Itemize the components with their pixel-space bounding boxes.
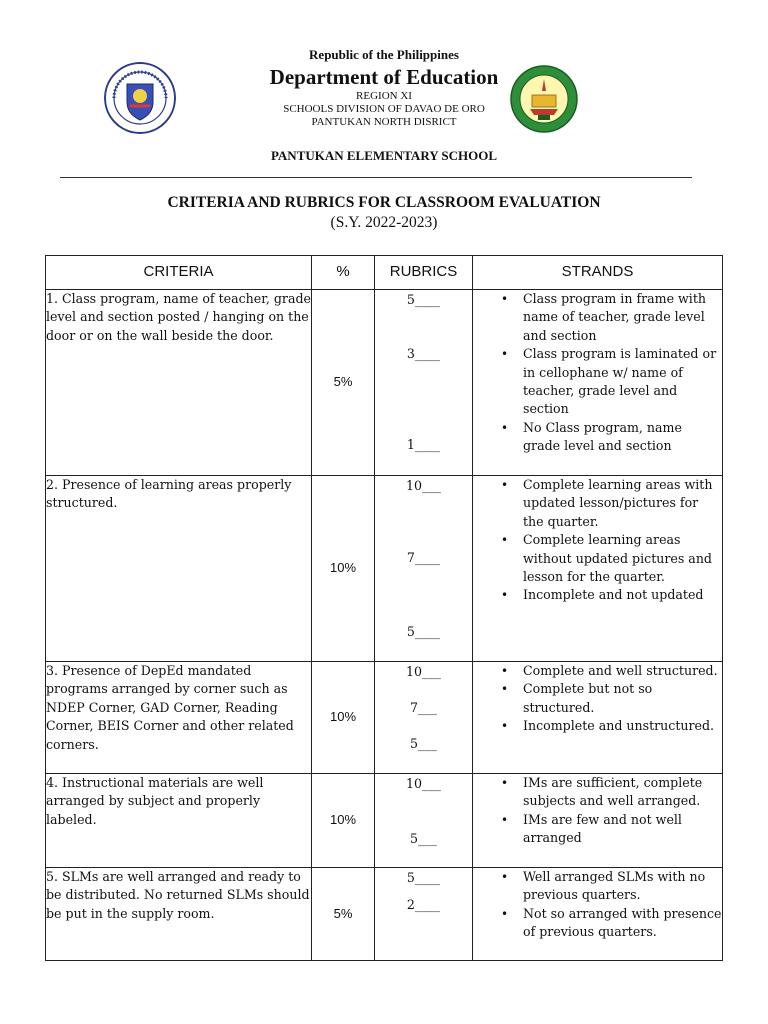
school-name: PANTUKAN ELEMENTARY SCHOOL	[270, 148, 498, 163]
rubric-score: 10___	[406, 478, 441, 493]
criteria-cell: 1. Class program, name of teacher, grade level and section posted / hanging on the door or on the wall beside the door.	[46, 290, 312, 476]
rubrics-cell	[375, 662, 473, 774]
strand-item: • Complete and well structured.	[523, 662, 722, 680]
strand-item: • IMs are few and not well arranged	[523, 811, 722, 848]
rubric-score: 3____	[406, 346, 441, 361]
rubric-score: 5____	[406, 870, 441, 885]
strand-item: • Not so arranged with presence of previous quarters.	[523, 905, 722, 942]
criteria-cell: 2. Presence of learning areas properly structured.	[46, 476, 312, 662]
strand-item: • Class program in frame with name of teacher, grade level and section	[523, 290, 722, 345]
strands-cell	[473, 662, 723, 774]
rubric-score: 2____	[406, 897, 441, 912]
rubric-score: 5____	[406, 624, 441, 639]
strands-cell	[473, 868, 723, 961]
region-label: REGION XI	[356, 90, 412, 102]
district-label: PANTUKAN NORTH DISRICT	[311, 116, 457, 128]
header-percent: %	[312, 256, 375, 290]
table-row	[46, 290, 723, 476]
header-strands: STRANDS	[473, 256, 723, 290]
criteria-cell: 3. Presence of DepEd mandated programs arranged by corner such as NDEP Corner, GAD Corner, Reading Corner, BEIS Corner and other related corners.	[46, 662, 312, 774]
school-year: (S.Y. 2022-2023)	[330, 214, 438, 231]
table-header-row	[46, 256, 723, 290]
percent-cell: 10%	[312, 774, 375, 868]
rubric-score: 10___	[406, 664, 441, 679]
rubric-score: 7___	[410, 700, 437, 715]
rubric-score: 1____	[406, 437, 441, 452]
table-row	[46, 662, 723, 774]
rubrics-cell	[375, 290, 473, 476]
strands-cell	[473, 476, 723, 662]
strand-item: • Incomplete and unstructured.	[523, 717, 722, 735]
rubric-score: 5___	[410, 831, 437, 846]
percent-cell: 5%	[312, 868, 375, 961]
percent-cell: 10%	[312, 662, 375, 774]
department-title: Department of Education	[269, 65, 499, 89]
rubric-score: 5___	[410, 736, 437, 751]
rubrics-cell	[375, 774, 473, 868]
strand-item: • Complete learning areas with updated lesson/pictures for the quarter.	[523, 476, 722, 531]
percent-cell: 10%	[312, 476, 375, 662]
rubric-score: 10___	[406, 776, 441, 791]
table-row	[46, 476, 723, 662]
strand-item: • Well arranged SLMs with no previous quarters.	[523, 868, 722, 905]
strand-item: • No Class program, name grade level and section	[523, 419, 722, 456]
strand-item: • Incomplete and not updated	[523, 586, 722, 604]
strands-cell	[473, 290, 723, 476]
percent-cell: 5%	[312, 290, 375, 476]
division-label: SCHOOLS DIVISION OF DAVAO DE ORO	[283, 103, 485, 115]
header-criteria: CRITERIA	[46, 256, 312, 290]
document-title-block	[0, 194, 768, 234]
strands-cell	[473, 774, 723, 868]
strand-item: • Class program is laminated or in cellophane w/ name of teacher, grade level and section	[523, 345, 722, 419]
letterhead	[0, 46, 768, 129]
strand-item: • Complete learning areas without updated pictures and lesson for the quarter.	[523, 531, 722, 586]
header-rubrics: RUBRICS	[375, 256, 473, 290]
strand-item: • Complete but not so structured.	[523, 680, 722, 717]
header-divider	[60, 177, 692, 178]
table-row	[46, 868, 723, 961]
rubric-score: 7____	[406, 550, 441, 565]
document-title: CRITERIA AND RUBRICS FOR CLASSROOM EVALUATION	[167, 194, 601, 211]
rubric-table	[45, 255, 723, 961]
rubrics-cell	[375, 868, 473, 961]
republic-label: Republic of the Philippines	[309, 47, 459, 62]
strand-item: • IMs are sufficient, complete subjects and well arranged.	[523, 774, 722, 811]
rubric-score: 5____	[406, 292, 441, 307]
table-row	[46, 774, 723, 868]
criteria-cell: 5. SLMs are well arranged and ready to be distributed. No returned SLMs should be put in the supply room.	[46, 868, 312, 961]
criteria-cell: 4. Instructional materials are well arranged by subject and properly labeled.	[46, 774, 312, 868]
rubrics-cell	[375, 476, 473, 662]
